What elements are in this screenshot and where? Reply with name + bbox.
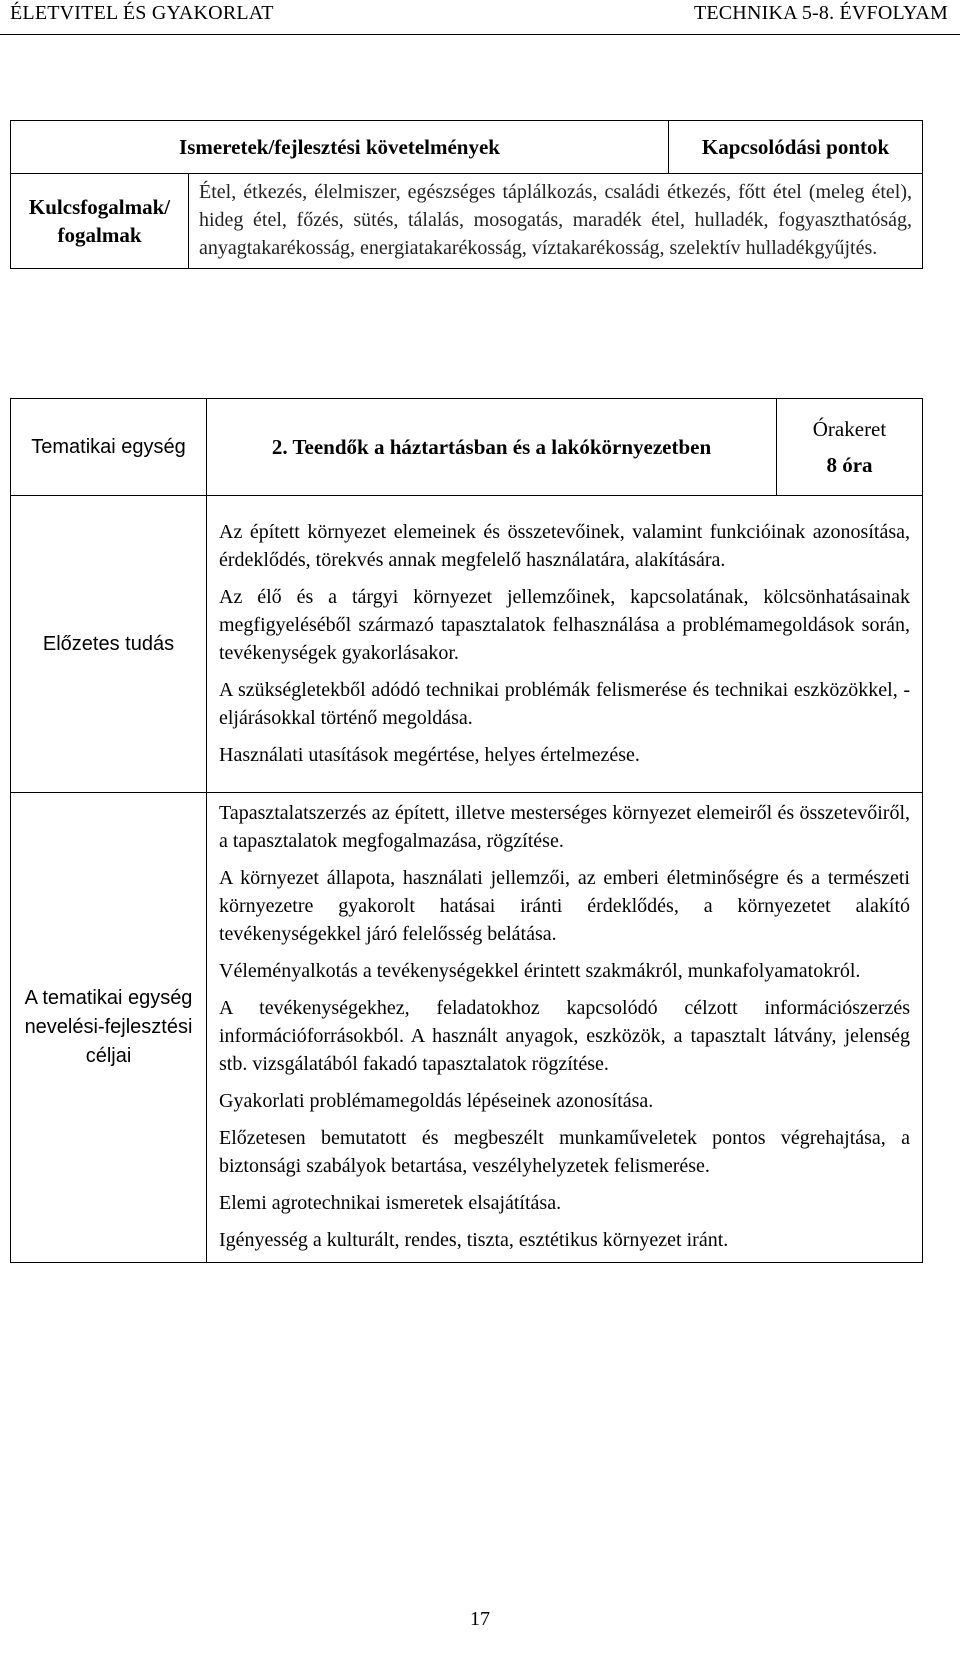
goal-item: Elemi agrotechnikai ismeretek elsajátítása.	[219, 1192, 562, 1214]
keywords-text: Étel, étkezés, élelmiszer, egészséges táplálkozás, családi étkezés, főtt étel (meleg étel), hideg étel, főzés, sütés, tálalás, mosogatás, maradék étel, hulladék, fogyaszthatóság, anyagtakarékosság, energiatakarékosság, víztakarékosság, szelektív hulladékgyűjtés.	[189, 174, 923, 269]
keywords-row-label	[11, 174, 189, 269]
goals-content	[207, 793, 923, 1263]
header-divider	[0, 34, 960, 35]
prior-item: Az élő és a tárgyi környezet jellemzőinek, kapcsolatának, kölcsönhatásainak megfigyeléséből származó tapasztalatok felhasználása a problémamegoldások során, tevékenységek gyakorlásakor.	[219, 585, 910, 664]
unit-title: 2. Teendők a háztartásban és a lakókörnyezetben	[207, 399, 777, 496]
keywords-label-line2: fogalmak	[57, 223, 142, 247]
goals-label	[11, 793, 207, 1263]
goal-item: Gyakorlati problémamegoldás lépéseinek azonosítása.	[219, 1090, 654, 1112]
goal-item: Előzetesen bemutatott és megbeszélt munkaműveletek pontos végrehajtása, a biztonsági szabályok betartása, veszélyhelyzetek felismerése.	[219, 1127, 910, 1177]
page-number: 17	[470, 1608, 490, 1630]
connections-column-header: Kapcsolódási pontok	[669, 121, 923, 174]
requirements-column-header: Ismeretek/fejlesztési követelmények	[11, 121, 669, 174]
goal-item: A tevékenységekhez, feladatokhoz kapcsolódó célzott információszerzés információforrásokból. A használt anyagok, eszközök, a tapasztalt látvány, jelenség stb. vizsgálatából fakadó tapasztalatok rögzítése.	[219, 997, 910, 1075]
running-header-left: ÉLETVITEL ÉS GYAKORLAT	[10, 2, 274, 24]
keywords-table	[10, 120, 923, 269]
goal-item: Tapasztalatszerzés az épített, illetve mesterséges környezet elemeiről és összetevőiről, a tapasztalatok megfogalmazása, rögzítése.	[219, 802, 910, 852]
goals-label-line3: céljai	[85, 1045, 132, 1067]
hours-label: Órakeret	[812, 417, 887, 441]
prior-item: Az épített környezet elemeinek és összetevőinek, valamint funkcióinak azonosítása, érdeklődés, törekvés annak megfelelő használatára, alakítására.	[219, 520, 910, 571]
thematic-unit-table	[10, 398, 923, 1263]
unit-label: Tematikai egység	[11, 399, 207, 496]
hours-value: 8 óra	[826, 453, 873, 477]
goal-item: Igényesség a kulturált, rendes, tiszta, esztétikus környezet iránt.	[219, 1229, 729, 1251]
prior-item: Használati utasítások megértése, helyes értelmezése.	[219, 743, 640, 766]
goal-item: A környezet állapota, használati jellemzői, az emberi életminőségre és a természeti környezetre gyakorolt hatásai iránti érdeklődés, a környezetet alakító tevékenységekkel járó felelősség belátása.	[219, 867, 910, 945]
prior-knowledge-content	[207, 496, 923, 793]
hours-cell	[777, 399, 923, 496]
goal-item: Véleményalkotás a tevékenységekkel érintett szakmákról, munkafolyamatokról.	[219, 960, 861, 982]
running-header-right: TECHNIKA 5-8. ÉVFOLYAM	[693, 2, 948, 24]
prior-item: A szükségletekből adódó technikai problémák felismerése és technikai eszközökkel, - eljárásokkal történő megoldása.	[219, 678, 910, 729]
goals-label-line1: A tematikai egység	[24, 987, 193, 1009]
goals-label-line2: nevelési-fejlesztési	[24, 1016, 193, 1038]
prior-knowledge-label: Előzetes tudás	[11, 496, 207, 793]
keywords-label-line1: Kulcsfogalmak/	[28, 195, 171, 219]
